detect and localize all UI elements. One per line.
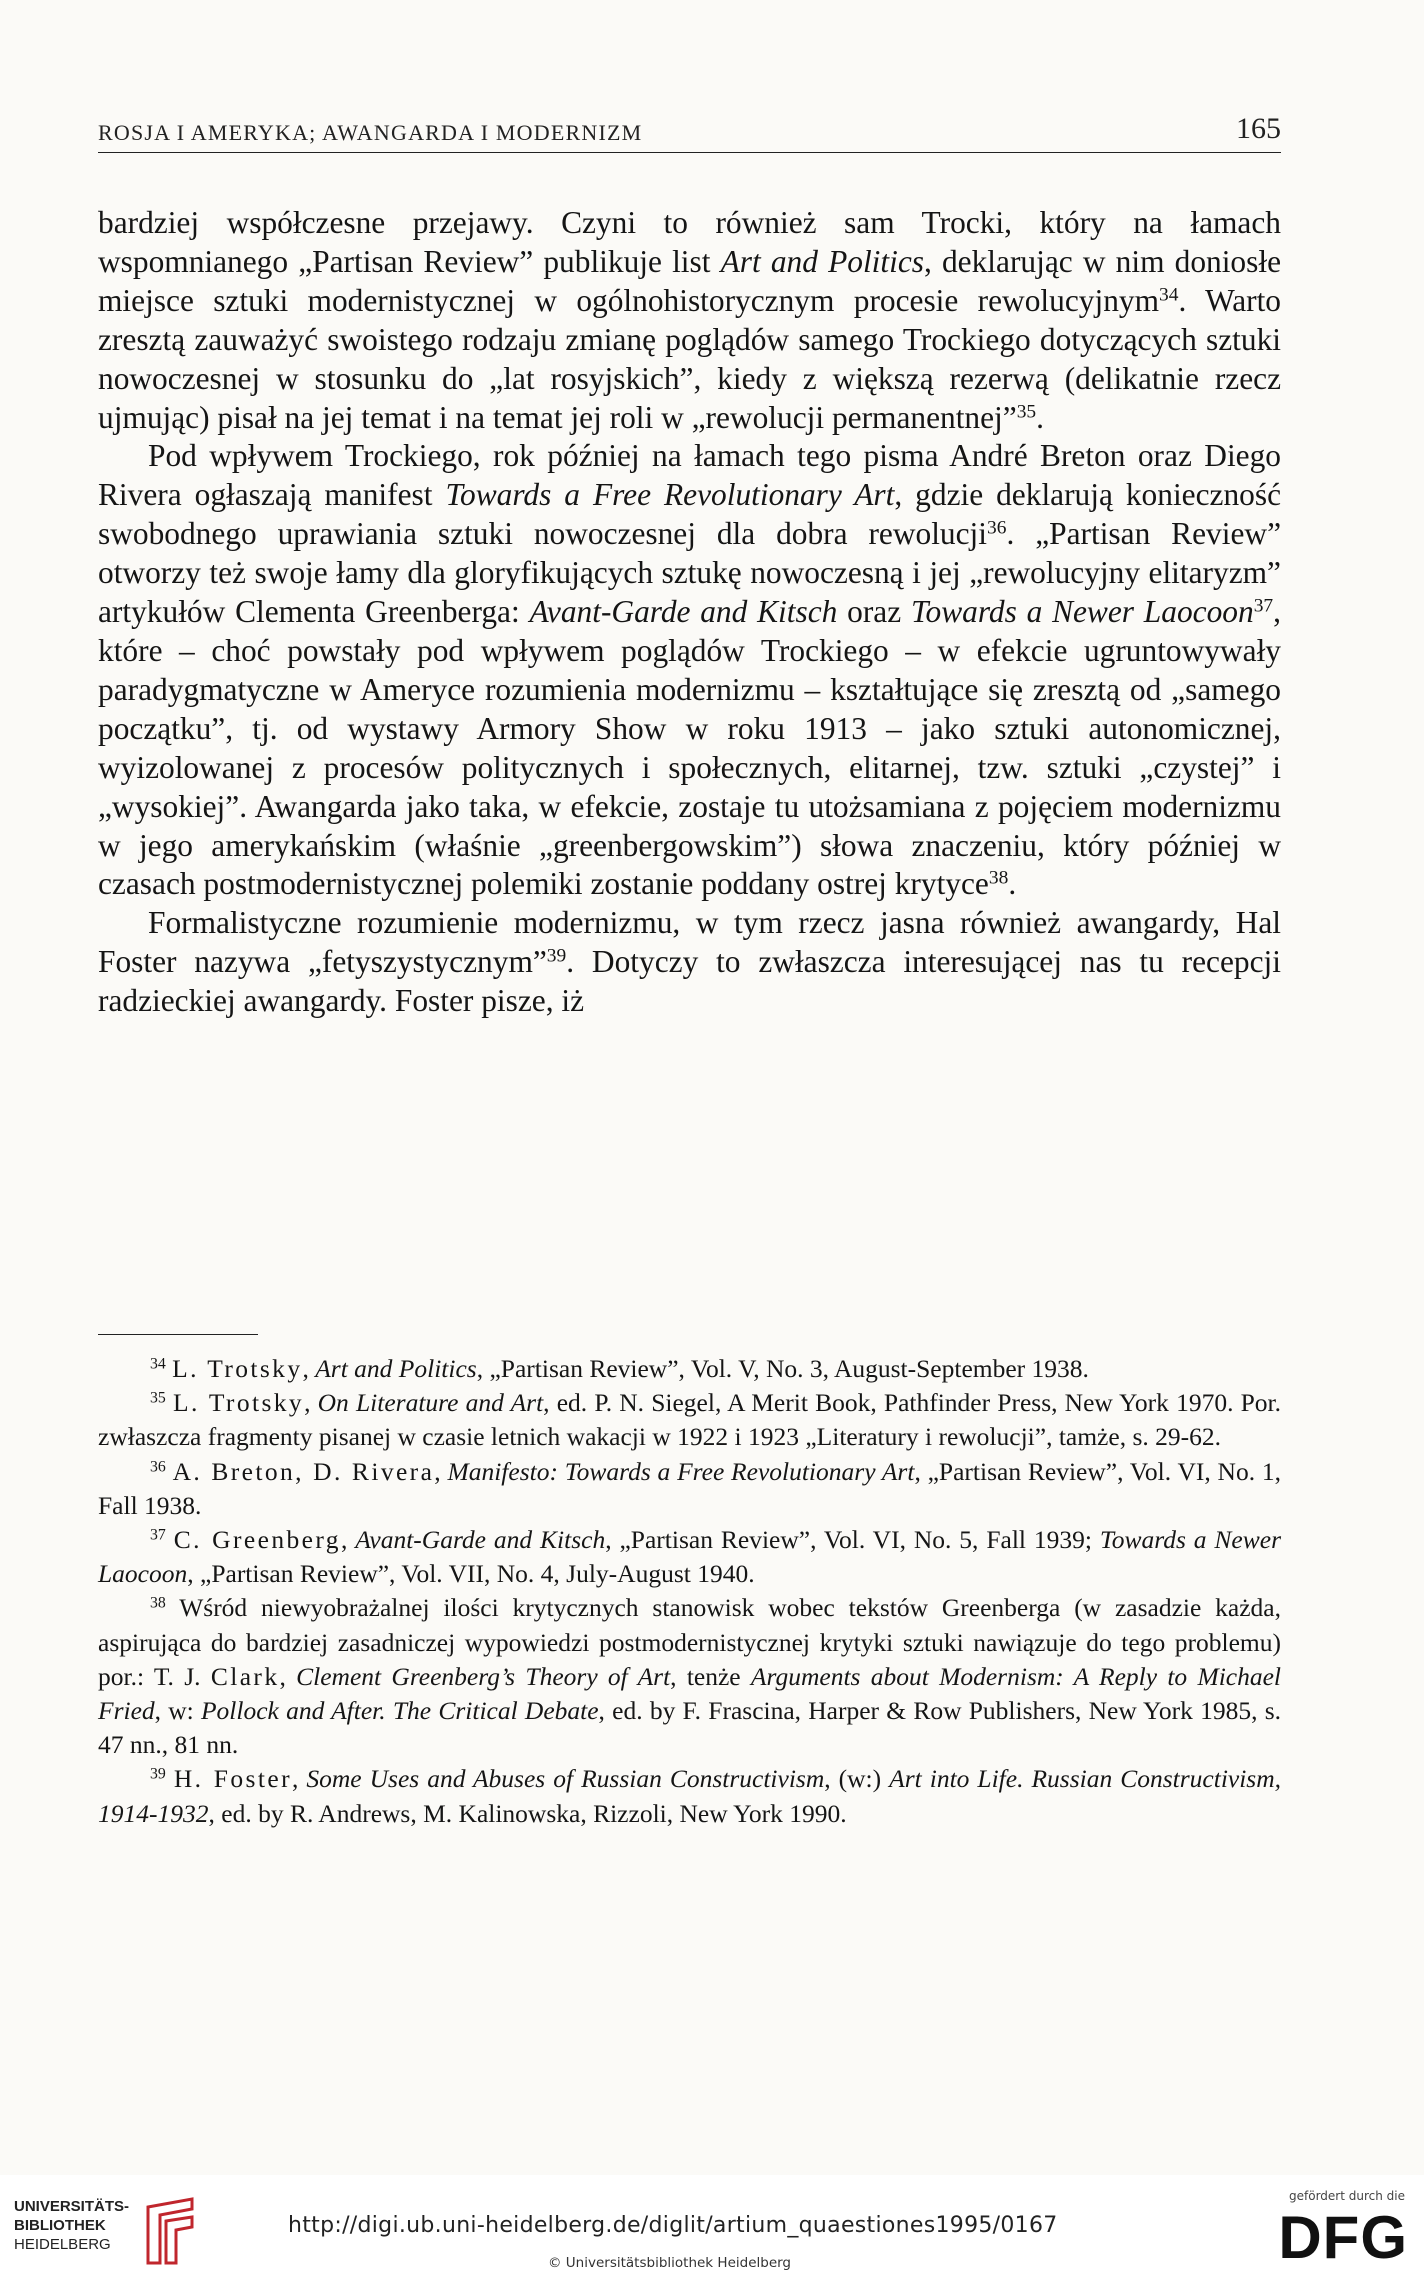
italic-title: On Literature and Art: [317, 1388, 544, 1418]
text-run: . „Partisan Review” otworzy też swoje łamy dla gloryfikujących sztukę nowoczesną i jej „rewolucyjny elitaryzm” artykułów Clementa Greenberga:: [98, 516, 1282, 630]
copyright-notice: © Universitätsbibliothek Heidelberg: [548, 2255, 792, 2271]
italic-title: Clement Greenberg’s Theory of Art: [296, 1661, 671, 1691]
text-run: , deklarując w nim doniosłe miejsce sztuki modernistycznej w ogólnohistorycznym procesie rewolucyjnym: [98, 243, 1281, 318]
footnote-39: [98, 1762, 1281, 1830]
footnote-number: 38: [150, 1594, 166, 1612]
text-run: , „Partisan Review”, Vol. VI, No. 5, Fall 1939;: [605, 1525, 1100, 1555]
library-line-2: BIBLIOTHEK: [14, 2217, 106, 2234]
text-run: ,: [302, 1354, 316, 1383]
footnote-author: Clark: [210, 1661, 280, 1691]
footnote-ref-39: 39: [546, 945, 567, 967]
footnote-ref-38: 38: [988, 867, 1009, 889]
page-number: 165: [1236, 112, 1281, 145]
viewer-footer: [0, 2175, 1424, 2282]
footnotes: [98, 1352, 1281, 1831]
text-run: , ed. by R. Andrews, M. Kalinowska, Rizzoli, New York 1990.: [208, 1798, 847, 1828]
library-name: [14, 2197, 139, 2254]
footnote-separator: [98, 1334, 258, 1335]
running-head: [98, 112, 1281, 153]
italic-title: Avant-Garde and Kitsch: [355, 1525, 606, 1555]
text-run: , które – choć powstały pod wpływem poglądów Trockiego – w efekcie ugruntowywały paradygmatyczne w Ameryce rozumienia modernizmu – kształtujące się zresztą od „samego początku”, tj. od wystawy Armory Show w roku 1913 – jako sztuki autonomicznej, wyizolowanej z procesów politycznych i społecznych, elitarnej, tzw. sztuki „czystej” i „wysokiej”. Awangarda jako taka, w efekcie, zostaje tu utożsamiana z pojęciem modernizmu w jego amerykańskim (właśnie „greenbergowskim”) słowa znaczeniu, który później w czasach postmodernistycznej polemiki zostanie poddany ostrej krytyce: [98, 594, 1281, 902]
text-run: , (w:): [824, 1764, 890, 1794]
footnote-35: [98, 1386, 1281, 1454]
footnote-38: [98, 1591, 1281, 1762]
footnote-number: 36: [150, 1457, 166, 1475]
text-run: ,: [340, 1525, 356, 1555]
text-run: ,: [291, 1764, 307, 1794]
text-run: , „Partisan Review”, Vol. VI, No. 1, Fall 1938.: [98, 1456, 1281, 1520]
italic-title: Arguments about Modernism: A Reply to Michael Fried: [98, 1661, 1282, 1726]
text-run: oraz: [837, 594, 911, 630]
text-run: . Warto zresztą zauważyć swoistego rodzaju zmianę poglądów samego Trockiego dotyczących sztuki nowoczesnej w stosunku do „lat rosyjskich”, kiedy z większą rezerwą (delikatnie rzecz ujmując) pisał na jej temat i na temat jej roli w „rewolucji permanentnej”: [98, 282, 1281, 435]
text-run: , „Partisan Review”, Vol. V, No. 3, August-September 1938.: [476, 1354, 1089, 1383]
text-run: Pod wpływem Trockiego, rok później na łamach tego pisma André Breton oraz Diego Rivera ogłaszają manifest: [98, 438, 1281, 513]
italic-title: Avant-Garde and Kitsch: [529, 594, 838, 630]
italic-title: Art and Politics: [315, 1354, 477, 1383]
italic-title: Towards a Newer Laocoon: [910, 594, 1254, 630]
text-run: .: [1036, 399, 1045, 435]
permalink-url[interactable]: http://digi.ub.uni-heidelberg.de/diglit/artium_quaestiones1995/0167: [288, 2213, 1058, 2238]
text-run: , ed. P. N. Siegel, A Merit Book, Pathfinder Press, New York 1970. Por. zwłaszcza fragmenty pisanej w czasie letnich wakacji w 1922 i 1923 „Literatury i rewolucji”, tamże, s. 29-62.: [98, 1388, 1282, 1452]
italic-title: Art and Politics: [720, 243, 924, 279]
italic-title: Towards a Free Revolutionary Art: [445, 477, 895, 513]
text-run: .: [1008, 866, 1017, 902]
text-run: ,: [434, 1456, 448, 1486]
text-run: ,: [279, 1661, 297, 1691]
footnote-author: A. Breton, D. Rivera: [172, 1456, 435, 1486]
paragraph-2: [98, 437, 1281, 904]
footnote-34: [98, 1352, 1281, 1386]
text-run: ,: [304, 1388, 318, 1418]
main-text: [98, 204, 1281, 1021]
footnote-author: H. Foster: [173, 1764, 292, 1794]
italic-title: Some Uses and Abuses of Russian Constructivism: [306, 1764, 825, 1794]
running-title: ROSJA I AMERYKA; AWANGARDA I MODERNIZM: [98, 120, 643, 145]
italic-title: Art into Life. Russian Constructivism, 1914-1932: [98, 1764, 1282, 1828]
footnote-author: L. Trotsky: [172, 1388, 305, 1418]
footnote-number: 39: [150, 1765, 166, 1783]
text-run: bardziej współczesne przejawy. Czyni to również sam Trocki, który na łamach wspomnianego „Partisan Review” publikuje list: [98, 205, 1281, 279]
footnote-ref-35: 35: [1016, 400, 1037, 422]
footnote-author: C. Greenberg: [173, 1525, 341, 1555]
paragraph-3: [98, 904, 1281, 1021]
text-run: . Dotyczy to zwłaszcza interesującej nas tu recepcji radzieckiej awangardy. Foster pisze, iż: [98, 944, 1281, 1019]
funded-by-label: gefördert durch die: [1289, 2189, 1405, 2203]
dfg-logo-icon: DFG: [1278, 2204, 1408, 2271]
library-line-3: HEIDELBERG: [14, 2236, 111, 2253]
italic-title: Pollock and After. The Critical Debate: [200, 1696, 599, 1726]
footnote-number: 35: [150, 1389, 166, 1407]
text-run: Formalistyczne rozumienie modernizmu, w tym rzecz jasna również awangardy, Hal Foster nazywa „fetyszystycznym”: [98, 905, 1281, 980]
italic-title: Towards a Newer Laocoon: [98, 1525, 1282, 1589]
text-run: , gdzie deklarują konieczność swobodnego uprawiania sztuki nowoczesnej dla dobra rewolucji: [98, 477, 1282, 552]
text-run: , tenże: [670, 1661, 751, 1691]
library-line-1: UNIVERSITÄTS-: [14, 2198, 130, 2215]
footnote-number: 37: [150, 1526, 166, 1544]
text-run: , „Partisan Review”, Vol. VII, No. 4, July-August 1940.: [187, 1559, 755, 1589]
paragraph-1: [98, 204, 1281, 437]
text-run: , ed. by F. Frascina, Harper & Row Publishers, New York 1985, s. 47 nn., 81 nn.: [98, 1696, 1281, 1760]
footnote-36: [98, 1455, 1281, 1523]
footnote-ref-34: 34: [1159, 284, 1179, 306]
text-run: Wśród niewyobrażalnej ilości krytycznych stanowisk wobec tekstów Greenberga (w zasadzie każda, aspirująca do bardziej zasadniczej wypowiedzi postmodernistycznej krytyki sztuki nawiązuje do tego problemu) por.: T. J.: [98, 1593, 1281, 1691]
italic-title: Manifesto: Towards a Free Revolutionary Art: [447, 1456, 915, 1486]
footnote-number: 34: [150, 1355, 166, 1373]
footnote-author: L. Trotsky: [172, 1354, 303, 1383]
text-run: , w:: [154, 1696, 201, 1726]
ub-heidelberg-logo-icon: [140, 2197, 200, 2267]
footnote-ref-37: 37: [1253, 595, 1274, 617]
footnote-37: [98, 1523, 1281, 1591]
footnote-ref-36: 36: [987, 517, 1007, 539]
